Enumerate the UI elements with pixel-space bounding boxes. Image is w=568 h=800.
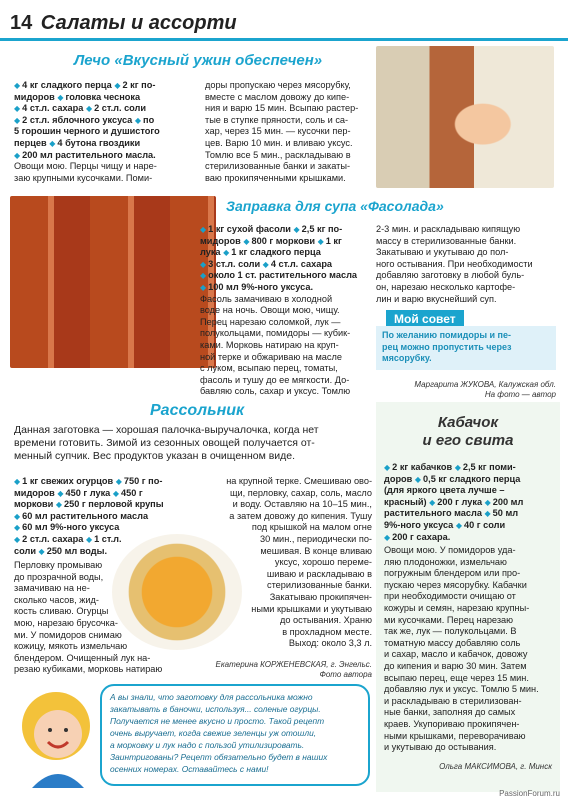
text-line: Выход: около 3,3 л. [288,638,372,649]
text-line: менный супчик. Вес продуктов указан в очищенном виде. [14,450,296,462]
ingredient: 4 ст.л. сахара [270,258,333,269]
recipe4-signature: Ольга МАКСИМОВА, г. Минск [439,762,552,771]
ingredient: 60 мл растительного масла [22,510,149,521]
text-line: а затем довожу до кипения. Тушу [229,510,372,521]
text-line: под крышкой на малом огне [251,522,372,533]
ingredient: 2 ст.л. соли [94,103,147,114]
text-line: щи, перловку, сахар, соль, масло [229,487,372,498]
text-line: томатную массу добавляю соль [384,637,521,648]
recipe3-intro [14,424,370,463]
ingredient: доров [384,473,413,484]
text-line: шиваю и раскладываю в [266,568,372,579]
ingredient: 2 ст.л. сахара [22,533,84,544]
ingredient: соли [14,545,36,556]
text-line: ми кусочками. Перец нарезаю [384,614,514,625]
tip-line: По желанию помидоры и пе- [382,330,511,340]
ingredient: мидоров [14,91,55,102]
text-line: до остывания. Храню [279,615,372,626]
text-line: он, нарезаю несколько картофе- [376,281,516,292]
ingredient: (для яркого цвета лучше – [384,485,505,496]
ingredient: 4 бутона гвоздики [57,137,141,148]
page-number: 14 [10,12,33,34]
ingredient: 750 г по- [123,476,163,486]
text-line: и укутываю до остывания. [384,742,497,753]
face-shape [34,710,82,758]
text-line: до кипения и варю 30 мин. Затем [384,660,527,671]
text-line: всыпаю перец, еще через 15 мин. [384,672,529,683]
text-line: заю крупными кусочками. Поми- [14,172,153,183]
text-line: стерилизованные банки. [266,580,372,591]
text-line: ными крышками и укутываю [251,603,372,614]
recipe1-ingredients: ◆ 4 кг сладкого перца ◆ 2 кг по- мидоров ◆ головка чеснока ◆ 4 ст.л. сахара ◆ 2 ст.л. соли ◆ 2 ст.л. яблочного уксуса ◆ по 5 горошин черного и душистого перцев ◆ 4 бутона гвоздики ◆ 200 мл растительного масла. Овощи мою. Перцы чищу и наре- заю крупными кусочками. Поми- [14,80,202,184]
text-line: резаю кубиками, морковь натираю [14,664,163,675]
ingredient: лука [200,247,221,258]
text-line: и сахар, масло и кабачок, довожу [384,649,528,660]
ingredient: 4 ст.л. сахара [22,103,84,114]
text-line: ляю плодоножки, измельчаю [384,556,507,567]
text-line: Перец нарезаю соломкой, лук — [200,316,341,327]
text-line: кожицу, мякоть измельчаю [14,641,128,652]
ingredient: головка чеснока [65,91,141,102]
ingredient: 1 кг сухой фасоли [208,224,291,234]
text-line: 30 мин., периодически по- [259,533,372,544]
text-line: воде на ночь. Овощи мою, чищу. [200,305,340,316]
section-title: Салаты и ассорти [40,12,237,34]
title-line: Кабачок [437,414,499,431]
ingredient: 200 г сахара. [392,531,451,542]
ingredient: 800 г моркови [251,235,316,246]
ingredient: 40 г соли [464,519,506,530]
author-photo [376,46,554,188]
text-line: Закатываю и укутываю до пол- [376,247,509,258]
shirt-shape [32,774,84,788]
text-line: ваю прокипяченными крышками. [205,172,346,183]
text-line: массу в стерилизованные банки. [376,235,517,246]
text-line: ные банки, заполняя до самых [384,707,516,718]
text-line: при необходимости очищаю от [384,591,516,602]
text-line: пускаю через мясорубку. Кабачки [384,579,527,590]
ingredient: 2,5 кг поми- [462,462,516,472]
recipe3-title: Рассольник [150,402,245,419]
text-line: полукольцами, помидоры — кубик- [200,328,351,339]
title-line: и его свита [422,432,514,449]
recipe3-method-right [208,476,372,650]
text-line: мешивая. В конце вливаю [260,545,372,556]
text-line: замачиваю на не- [14,583,90,594]
fasolada-jars-photo [10,196,216,368]
text-line: уксус, хорошо переме- [274,557,372,568]
recipe2-signature [376,380,556,400]
ingredient: 60 мл 9%-ного уксуса [22,522,120,533]
eye-left [48,728,52,732]
ingredient: 5 горошин черного и душистого [14,126,160,137]
photo-credit: Фото автора [319,670,372,679]
advisor-avatar [10,680,106,790]
recipe1-title: Лечо «Вкусный ужин обеспечен» [74,52,323,69]
ingredient: 1 кг сладкого перца [231,247,321,258]
ingredient: мидоров [200,235,241,246]
text-line: вместе с маслом довожу до кипе- [205,91,350,102]
photo-credit: На фото — автор [484,390,556,399]
advice-line: осенних номерах. Оставайтесь с нами! [110,764,269,774]
text-line: Овощи мою. Перцы чищу и наре- [14,161,157,172]
text-line: добавляю заготовку в любой буль- [376,270,525,281]
text-line: ной терке и обжариваю на масле [200,351,342,362]
text-line: в прохладном месте. [282,626,372,637]
watermark: PassionForum.ru [499,789,560,798]
ingredient: 100 мл 9%-ного уксуса. [208,281,314,292]
tip-label: Мой совет [386,310,464,328]
ingredient: 1 кг свежих огурцов [22,476,114,486]
recipe4-ingredients: ◆ 2 кг кабачков ◆ 2,5 кг поми- доров ◆ 0,5 кг сладкого перца (для яркого цвета лучше – красный) ◆ 200 г лука ◆ 200 мл растительного масла ◆ 50 мл 9%-ного уксуса ◆ 40 г соли ◆ 200 г сахара. [384,462,524,542]
page-header [10,12,560,38]
ingredient: 1 кг [325,235,342,246]
text-line: и воду. Оставляю на 10–15 мин., [232,499,372,510]
text-line: кожуры и семян, нарезаю крупны- [384,602,530,613]
text-line: Данная заготовка — хорошая палочка-выручалочка, когда нет [14,424,319,436]
text-line: мою, нарезаю брусочка- [14,617,118,628]
text-line: добавляю лук и уксус. Томлю 5 мин. [384,684,539,695]
ingredient: 50 мл [492,508,519,519]
advice-line: Заинтригованы? Рецепт обязательно будет в наших [110,752,328,762]
text-line: до прозрачной воды, [14,571,104,582]
ingredient: 450 г [121,487,143,498]
text-line: с луком, всыпаю перец, томаты, [200,363,338,374]
text-line: так же, лук — полукольцами. В [384,626,517,637]
ingredient: 250 г перловой крупы [64,499,164,510]
advice-line: очень выручает, когда свежие зеленцы уж отошли, [110,728,317,738]
ingredient: 450 г лука [65,487,111,498]
tip-box [376,326,556,370]
text-line: на крупной терке. Смешиваю ово- [226,476,372,486]
text-line: ния и варю 15 мин. Всыпаю растер- [205,103,359,114]
text-line: краев. Укупориваю прокипячен- [384,718,520,729]
ingredient: перцев [14,137,47,148]
text-line: цев. Варю 10 мин. и вливаю уксус. [205,137,353,148]
ingredient: по [143,114,155,125]
advice-bubble [100,684,370,786]
text-line: сколько часов, жид- [14,594,99,605]
advice-line: а морковку и лук надо с пользой утилизировать. [110,740,305,750]
text-line: кость сливаю. Огурцы [14,606,109,617]
ingredient: красный) [384,496,427,507]
text-line: погружным блендером или про- [384,568,521,579]
text-line: ного остывания. При необходимости [376,258,533,269]
advice-line: закатывать в баночки, используя... соленые огурцы. [110,704,321,714]
text-line: 2-3 мин. и раскладываю кипящую [376,224,521,234]
recipe1-method [205,80,373,184]
text-line: и раскладываю в стерилизован- [384,695,522,706]
text-line: Закатываю прокипячен- [269,591,372,602]
text-line: хар, через 15 мин. — кусочки пер- [205,126,351,137]
text-line: бавляю соль, сахар и уксус. Томлю [200,386,351,397]
text-line: тые в ступке пряности, соль и са- [205,114,349,125]
text-line: Фасоль замачиваю в холодной [200,293,333,304]
text-line: Томлю все 5 мин., раскладываю в [205,149,351,160]
ingredient: 0,5 кг сладкого перца [423,473,521,484]
recipe2-title: Заправка для супа «Фасолада» [226,198,444,214]
ingredient: 2 кг кабачков [392,462,453,472]
author-name: Маргарита ЖУКОВА, Калужская обл. [414,380,556,389]
eye-right [64,728,68,732]
text-line: блендером. Очищенный лук на- [14,652,151,663]
ingredient: 200 г лука [437,496,483,507]
ingredient: мидоров [14,487,55,498]
ingredient: растительного масла [384,508,482,519]
text-line: Перловку промываю [14,560,103,570]
text-line: ками. Морковь натираю на круп- [200,339,339,350]
ingredient: моркови [14,499,54,510]
text-line: ными крышками, переворачиваю [384,730,526,741]
ingredient: 2,5 кг по- [301,224,343,234]
tip-line: мясорубку. [382,353,432,363]
advice-line: Получается не менее вкусно и просто. Такой рецепт [110,716,325,726]
ingredient: 4 кг сладкого перца [22,80,112,90]
ingredient: 2 ст.л. яблочного уксуса [22,114,133,125]
ingredient: около 1 ст. растительного масла [208,270,358,281]
recipe3-signature [180,660,372,680]
text-line: стерилизованные банки и закаты- [205,161,351,172]
recipe2-method-cont [376,224,556,305]
recipe3-ingredients: ◆ 1 кг свежих огурцов ◆ 750 г по- мидоров ◆ 450 г лука ◆ 450 г моркови ◆ 250 г перловой крупы ◆ 60 мл растительного масла ◆ 60 мл 9%-ного уксуса ◆ 2 ст.л. сахара ◆ 1 ст.л. соли ◆ 250 мл воды. [14,476,164,556]
recipe4-title [376,414,560,450]
ingredient: 2 кг по- [122,80,156,90]
ingredient: 200 мл растительного масла. [22,149,156,160]
text-line: времени готовить. Зимой из сезонных овощей получается от- [14,437,315,449]
author-name: Екатерина КОРЖЕНЕВСКАЯ, г. Энгельс. [215,660,372,669]
ingredient: 1 ст.л. [94,533,122,544]
header-rule [0,38,568,41]
tip-line: рец можно пропустить через [382,341,512,352]
recipe2-ingredients: ◆ 1 кг сухой фасоли ◆ 2,5 кг по- мидоров ◆ 800 г моркови ◆ 1 кг лука ◆ 1 кг сладкого перца ◆ 3 ст.л. соли ◆ 4 ст.л. сахара ◆ около 1 ст. растительного масла ◆ 100 мл 9%-ного уксуса. Фасоль замачиваю в холодной воде на ночь. Овощи мою, чищу. Перец нарезаю соломкой, лук — полукольцами, помидоры — кубик- ками. Морковь натираю на круп- ной терке и обжариваю на масле с луком, всыпаю перец, томаты, фасоль и тушу до ее мягкости. До- бавляю соль, сахар и уксус. Томлю [200,224,370,398]
text-line: фасоль и тушу до ее мягкости. До- [200,374,350,385]
recipe4-method [384,545,556,754]
ingredient: 9%-ного уксуса [384,519,454,530]
text-line: Овощи мою. У помидоров уда- [384,545,516,555]
text-line: доры пропускаю через мясорубку, [205,80,351,90]
text-line: лин и варю вкуснейший суп. [376,293,497,304]
ingredient: 250 мл воды. [46,545,108,556]
advice-box [10,680,372,790]
advice-line: А вы знали, что заготовку для рассольника можно [110,692,313,702]
ingredient: 200 мл [492,496,524,507]
ingredient: 3 ст.л. соли [208,258,261,269]
text-line: ми. У помидоров снимаю [14,629,122,640]
